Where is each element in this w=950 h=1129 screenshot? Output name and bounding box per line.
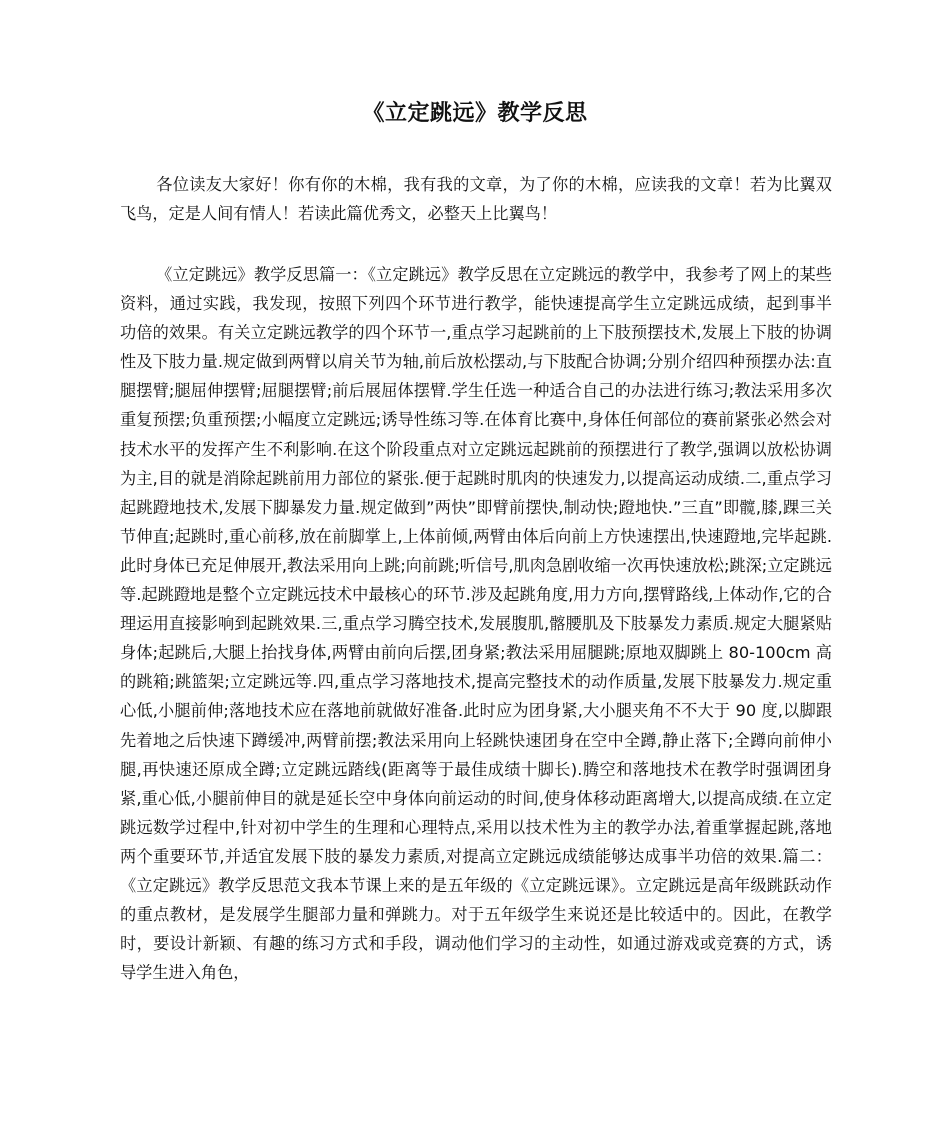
body-text: 《立定跳远》教学反思篇一：《立定跳远》教学反思在立定跳远的教学中，我参考了网上的某些资料，通过实践，我发现，按照下列四个环节进行教学，能快速提高学生立定跳远成绩，起到事半功倍的效果。有关立定跳远教学的四个环节一,重点学习起跳前的上下肢预摆技术,发展上下肢的协调性及下肢力量.规定做到两臂以肩关节为轴,前后放松摆动,与下肢配合协调;分别介绍四种预摆办法:直腿摆臂;腿屈伸摆臂;屈腿摆臂;前后展屈体摆臂.学生任选一种适合自己的办法进行练习;教法采用多次重复预摆;负重预摆;小幅度立定跳远;诱导性练习等.在体育比赛中,身体任何部位的赛前紧张必然会对技术水平的发挥产生不利影响.在这个阶段重点对立定跳远起跳前的预摆进行了教学,强调以放松协调为主,目的就是消除起跳前用力部位的紧张.便于起跳时肌肉的快速发力,以提高运动成绩.二,重点学习起跳蹬地技术,发展下脚暴发力量.规定做到”两快”即臂前摆快,制动快;蹬地快.”三直”即髋,膝,踝三关节伸直;起跳时,重心前移,放在前脚掌上,上体前倾,两臂由体后向前上方快速摆出,快速蹬地,完毕起跳.此时身体已充足伸展开,教法采用向上跳;向前跳;听信号,肌肉急剧收缩一次再快速放松;跳深;立定跳远等.起跳蹬地是整个立定跳远技术中最核心的环节.涉及起跳角度,用力方向,摆臂路线,上体动作,它的合理运用直接影响到起跳效果.三,重点学习腾空技术,发展腹肌,髂腰肌及下肢暴发力素质.规定大腿紧贴身体;起跳后,大腿上抬找身体,两臂由前向后摆,团身紧;教法采用屈腿跳;原地双脚跳上 80-100cm 高的跳箱;跳篮架;立定跳远等.四,重点学习落地技术,提高完整技术的动作质量,发展下肢暴发力.规定重心低,小腿前伸;落地技术应在落地前就做好准备.此时应为团身紧,大小腿夹角不不大于 90 度,以脚跟先着地之后快速下蹲缓冲,两臂前摆;教法采用向上轻跳快速团身在空中全蹲,静止落下;全蹲向前伸小腿,再快速还原成全蹲;立定跳远踏线(距离等于最佳成绩十脚长).腾空和落地技术在教学时强调团身紧,重心低,小腿前伸目的就是延长空中身体向前运动的时间,使身体移动距离增大,以提高成绩.在立定跳远数学过程中,针对初中学生的生理和心理特点,采用以技术性为主的教学办法,着重掌握起跳,落地两个重要环节,并适宜发展下肢的暴发力素质,对提高立定跳远成绩能够达成事半功倍的效果.篇二：《立定跳远》教学反思范文我本节课上来的是五年级的《立定跳远课》。立定跳远是高年级跳跃动作的重点教材，是发展学生腿部力量和弹跳力。对于五年级学生来说还是比较适中的。因此，在教学时，要设计新颖、有趣的练习方式和手段，调动他们学习的主动性，如通过游戏或竞赛的方式，诱导学生进入角色，	[120, 265, 833, 983]
body-paragraph	[120, 260, 832, 987]
intro-text: 各位读友大家好！你有你的木棉，我有我的文章，为了你的木棉，应读我的文章！若为比翼双飞鸟，定是人间有情人！若读此篇优秀文，必整天上比翼鸟！	[120, 175, 832, 223]
intro-paragraph	[120, 170, 832, 228]
document-title: 《立定跳远》教学反思	[362, 101, 588, 126]
